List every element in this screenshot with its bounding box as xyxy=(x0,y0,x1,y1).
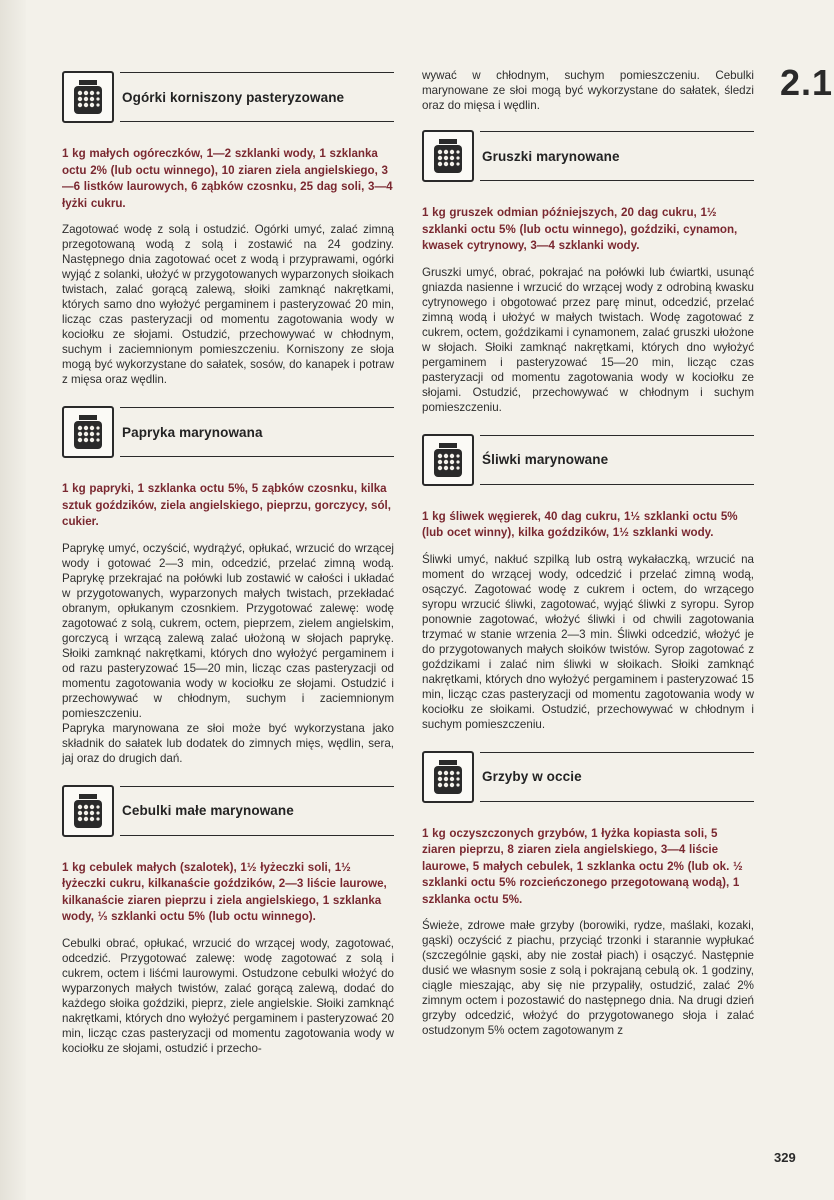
jar-icon xyxy=(62,71,114,123)
recipe-ingredients: 1 kg oczyszczonych grzybów, 1 łyżka kopiasta soli, 5 ziaren pieprzu, 8 ziaren ziela angielskiego, 3—4 liście laurowe, 5 małych cebulek, 1 szklanka octu 2% (lub ok. ½ szklanki octu 5% rozcieńczonego przegotowaną wodą), 1 szklanka octu 5%. xyxy=(422,826,743,906)
jar-icon xyxy=(62,406,114,458)
recipe-header xyxy=(422,748,754,806)
recipe-title: Cebulki małe marynowane xyxy=(122,803,294,818)
recipe-gruszki xyxy=(422,127,754,415)
page-number: 329 xyxy=(774,1150,796,1165)
recipe-method: Paprykę umyć, oczyścić, wydrążyć, opłukać, wrzucić do wrzącej wody i gotować 2—3 min, odcedzić, przelać zimną wodą. Paprykę przekrajać na połówki lub zostawić w całości i układać w przygotowanych, wyparzonych małych twistach, przekładać obranym, opłukanym czosnkiem. Przygotować zalewę: wodę zagotować z solą, cukrem, octem, pieprzem, zielem angielskim, gorczycą i wrzącą zalewą zalać ułożoną w słojach paprykę. Słoiki zamknąć nakrętkami, których dno wyłożyć pergaminem i od razu pasteryzować 15—20 min, licząc czas pasteryzacji od momentu zagotowania wody w kociołku ze słojami. Ostudzić i przechowywać w chłodnym, suchym i zaciemnionym pomieszczeniu. xyxy=(62,541,394,720)
recipe-ingredients: 1 kg papryki, 1 szklanka octu 5%, 5 ząbków czosnku, kilka sztuk goździków, ziela angielskiego, pieprzu, gorczycy, sól, cukier. xyxy=(62,482,391,528)
header-rule-top xyxy=(120,407,394,408)
recipe-header xyxy=(422,127,754,185)
jar-icon xyxy=(422,751,474,803)
header-rule-bottom xyxy=(120,835,394,836)
page-edge-shadow xyxy=(0,0,26,1200)
recipe-method: Gruszki umyć, obrać, pokrajać na połówki lub ćwiartki, usunąć gniazda nasienne i wrzucić do wrzącej wody z odrobiną kwasku cytrynowego i obgotować przez parę minut, odcedzić, przelać zimną wodą i ułożyć w małych twistach. Wodę zagotować z cukrem, octem, goździkami i cynamonem, zalać gruszki ułożone w słojach. Słoiki zamknąć nakrętkami, których dno wyłożyć pergaminem i pasteryzować 15—20 min, licząc czas pasteryzacji od momentu zagotowania wody w kociołku ze słojami. Ostudzić, przechowywać w chłodnym i suchym pomieszczeniu. xyxy=(422,265,754,414)
recipe-method: Śliwki umyć, nakłuć szpilką lub ostrą wykałaczką, wrzucić na moment do wrzącej wody, odcedzić i przelać zimną wodą, osączyć. Zagotować wodę z cukrem i octem, do wrzącego syropu wrzucić śliwki, zagotować, wyjąć śliwki z syropu. Syrop ponownie zagotować, włożyć śliwki i od chwili zagotowania trzymać w stanie wrzenia 2—3 min. Śliwki odcedzić, włożyć je do przygotowanych małych słoików twistów. Syrop zagotować z goździkami i zalać nim śliwki w słoikach. Słoiki zamknąć nakrętkami, których dno wyłożyć pergaminem i pasteryzować 15 min, licząc czas pasteryzacji od momentu zagotowania wody w kociołku ze słoikami. Ostudzić, przechowywać w chłodnym i suchym pomieszczeniu. xyxy=(422,552,754,731)
header-rule-bottom xyxy=(480,484,754,485)
header-rule-bottom xyxy=(120,456,394,457)
recipe-title: Ogórki korniszony pasteryzowane xyxy=(122,89,345,105)
header-rule-top xyxy=(480,435,754,436)
recipe-header xyxy=(422,431,754,489)
recipe-cebulki xyxy=(62,782,394,1056)
recipe-method: Zagotować wodę z solą i ostudzić. Ogórki umyć, zalać zimną przegotowaną wodą z solą i zostawić na 24 godziny. Następnego dnia zagotować ocet z wodą i przyprawami, ogórki wyjąć z solanki, ułożyć w przygotowanych wyparzonych słoikach twistach, zalać gorącą zalewą, słoiki zamknąć nakrętkami, których samo dno wyłożyć pergaminem i pasteryzować 20 min, licząc czas pasteryzacji od momentu zagotowania wody w kociołku ze słojami. Ostudzić, przechowywać w chłodnym, suchym i zaciemnionym pomieszczeniu. Korniszony ze słoja mogą być wykorzystane do sałatek, sosów, do kanapek i potraw z mięsa oraz wędlin. xyxy=(62,223,394,386)
recipe-title: Grzyby w occie xyxy=(482,769,582,784)
left-column xyxy=(62,68,394,1072)
recipe-title: Papryka marynowana xyxy=(122,424,263,440)
recipe-method: Cebulki obrać, opłukać, wrzucić do wrzącej wody, zagotować, odcedzić. Przygotować zalewę: wodę zagotować z solą i cukrem, octem i liśćmi laurowymi. Ostudzone cebulki włożyć do wyparzonych małych twistów, zalać gorącą zalewą, dodać do każdego słoika goździki, pieprz, ziele angielskie. Słoiki zamknąć nakrętkami, których dno wyłożyć pergaminem i pasteryzować 20 min, licząc czas pasteryzacji od momentu zagotowania wody w kociołku ze słojami, ostudzić i przecho- xyxy=(62,936,394,1055)
recipe-ingredients: 1 kg gruszek odmian późniejszych, 20 dag cukru, 1½ szklanki octu 5% (lub octu winnego), goździki, cynamon, kwasek cytrynowy, 3—4 szklanki wody. xyxy=(422,206,738,252)
jar-icon xyxy=(62,785,114,837)
header-rule-bottom xyxy=(480,180,754,181)
header-rule-top xyxy=(120,72,394,73)
header-rule-top xyxy=(480,752,754,753)
recipe-ingredients: 1 kg śliwek węgierek, 40 dag cukru, 1½ szklanki octu 5% (lub ocet winny), kilka goździków, 1½ szklanki wody. xyxy=(422,509,738,539)
recipe-papryka xyxy=(62,403,394,766)
recipe-header xyxy=(62,782,394,840)
chapter-number: 2.1 xyxy=(780,62,834,103)
header-rule-top xyxy=(480,131,754,132)
right-column xyxy=(422,68,754,1054)
recipe-ogorki xyxy=(62,68,394,387)
header-rule-bottom xyxy=(480,801,754,802)
recipe-ingredients: 1 kg małych ogóreczków, 1—2 szklanki wody, 1 szklanka octu 2% (lub octu winnego), 10 ziaren ziela angielskiego, 3—6 listków laurowych, 6 ząbków czosnku, 25 dag soli, 3—4 łyżki cukru. xyxy=(62,147,393,210)
recipe-note: Papryka marynowana ze słoi może być wykorzystana jako składnik do sałatek lub dodatek do zimnych mięs, wędlin, sera, jaj oraz do drugich dań. xyxy=(62,721,394,765)
recipe-sliwki xyxy=(422,431,754,732)
recipe-method: Świeże, zdrowe małe grzyby (borowiki, rydze, maślaki, kozaki, gąski) oczyścić z piachu, przyciąć trzonki i starannie wypłukać (szczególnie gąski, aby nie został piach) i osączyć. Następnie dusić we własnym sosie z solą i pokrajaną cebulą ok. 1 godziny, ciągle mieszając, aby się nie przypaliły, ostudzić, zalać 2% zimnym octem i pozostawić do następnego dnia. Na drugi dzień grzyby odcedzić, włożyć do przygotowanego słoja i zalać ostudzonym 5% octem zagotowanym z xyxy=(422,919,754,1037)
header-rule-top xyxy=(120,786,394,787)
recipe-title: Śliwki marynowane xyxy=(482,452,609,467)
recipe-header xyxy=(62,68,394,126)
recipe-ingredients: 1 kg cebulek małych (szalotek), 1½ łyżeczki soli, 1½ łyżeczki cukru, kilkanaście goździków, 2—3 liście laurowe, kilkanaście ziaren pieprzu i ziela angielskiego, 1 szklanka wody, ⅓ szklanki octu 5% (lub octu winnego). xyxy=(62,860,387,923)
recipe-header xyxy=(62,403,394,461)
recipe-grzyby xyxy=(422,748,754,1039)
recipe-title: Gruszki marynowane xyxy=(482,148,620,164)
header-rule-bottom xyxy=(120,121,394,122)
continuation-text: wywać w chłodnym, suchym pomieszczeniu. Cebulki marynowane ze słoi mogą być wykorzystane do sałatek, śledzi oraz do mięsa i wędlin. xyxy=(422,69,754,112)
jar-icon xyxy=(422,434,474,486)
jar-icon xyxy=(422,130,474,182)
